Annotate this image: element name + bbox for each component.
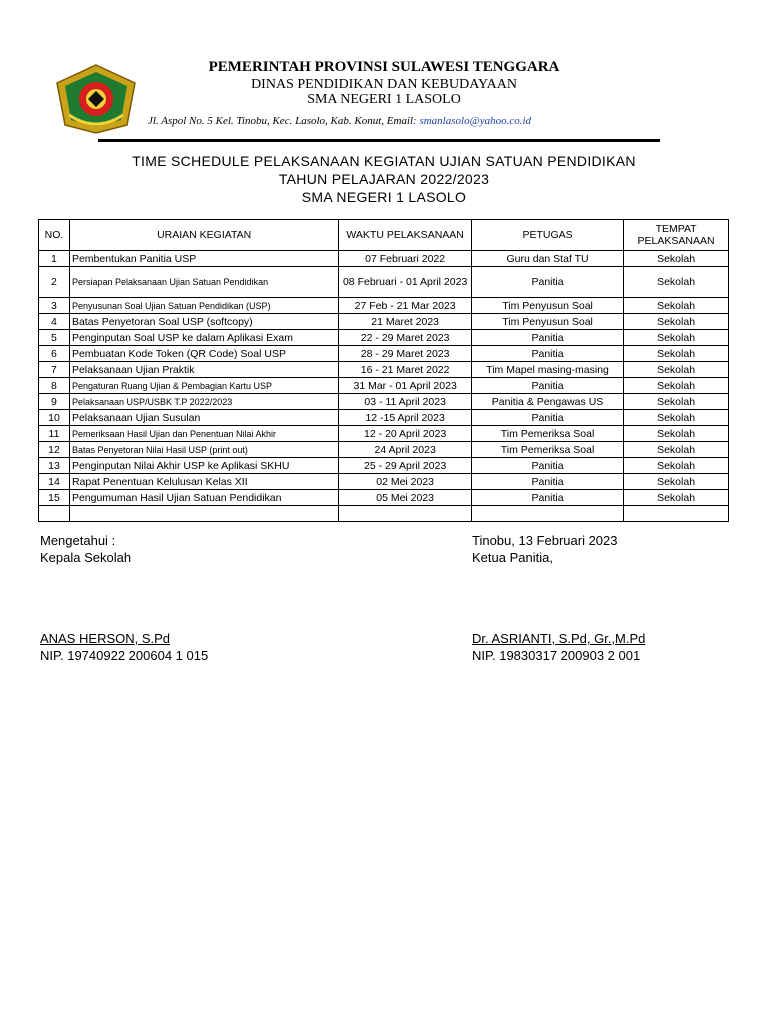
letterhead-school: SMA NEGERI 1 LASOLO <box>307 92 461 107</box>
cell-activity: Pembuatan Kode Token (QR Code) Soal USP <box>69 346 338 362</box>
cell-officer: Panitia <box>471 346 623 362</box>
cell-place: Sekolah <box>624 330 729 346</box>
cell-no: 2 <box>39 267 70 298</box>
cell-activity: Pemeriksaan Hasil Ujian dan Penentuan Nilai Akhir <box>69 426 338 442</box>
cell-time: 21 Maret 2023 <box>339 314 472 330</box>
cell-empty <box>339 506 472 522</box>
cell-time: 16 - 21 Maret 2022 <box>339 362 472 378</box>
cell-place: Sekolah <box>624 251 729 267</box>
table-row <box>39 442 729 458</box>
cell-no: 7 <box>39 362 70 378</box>
cell-place: Sekolah <box>624 442 729 458</box>
cell-time: 25 - 29 April 2023 <box>339 458 472 474</box>
table-row <box>39 346 729 362</box>
table-row <box>39 298 729 314</box>
address-text: Jl. Aspol No. 5 Kel. Tinobu, Kec. Lasolo, Kab. Konut, Email <box>148 115 414 127</box>
cell-no: 14 <box>39 474 70 490</box>
cell-time: 12 - 20 April 2023 <box>339 426 472 442</box>
schedule-table <box>38 219 729 522</box>
signature-left-name: ANAS HERSON, S.Pd <box>40 631 171 646</box>
cell-officer: Panitia <box>471 378 623 394</box>
header-no: NO. <box>39 220 70 251</box>
cell-empty <box>471 506 623 522</box>
academic-year: TAHUN PELAJARAN 2022/2023 <box>278 171 490 187</box>
cell-officer: Panitia <box>471 410 623 426</box>
cell-activity: Penyusunan Soal Ujian Satuan Pendidikan (USP) <box>69 298 338 314</box>
letterhead-government: PEMERINTAH PROVINSI SULAWESI TENGGARA <box>208 59 560 75</box>
cell-place: Sekolah <box>624 474 729 490</box>
cell-activity: Pelaksanaan Ujian Susulan <box>69 410 338 426</box>
table-row <box>39 362 729 378</box>
table-row <box>39 394 729 410</box>
cell-activity: Penginputan Nilai Akhir USP ke Aplikasi SKHU <box>69 458 338 474</box>
cell-place: Sekolah <box>624 362 729 378</box>
table-row <box>39 426 729 442</box>
cell-empty <box>624 506 729 522</box>
cell-time: 03 - 11 April 2023 <box>339 394 472 410</box>
cell-officer: Panitia & Pengawas US <box>471 394 623 410</box>
cell-place: Sekolah <box>624 378 729 394</box>
cell-no: 12 <box>39 442 70 458</box>
header-activity: URAIAN KEGIATAN <box>69 220 338 251</box>
cell-officer: Tim Penyusun Soal <box>471 298 623 314</box>
cell-no: 6 <box>39 346 70 362</box>
cell-time: 27 Feb - 21 Mar 2023 <box>339 298 472 314</box>
header-officer: PETUGAS <box>471 220 623 251</box>
cell-no: 11 <box>39 426 70 442</box>
cell-empty <box>69 506 338 522</box>
cell-place: Sekolah <box>624 490 729 506</box>
cell-place: Sekolah <box>624 426 729 442</box>
cell-time: 05 Mei 2023 <box>339 490 472 506</box>
cell-time: 08 Februari - 01 April 2023 <box>339 267 472 298</box>
cell-place: Sekolah <box>624 346 729 362</box>
table-row <box>39 458 729 474</box>
signature-right-name: Dr. ASRIANTI, S.Pd, Gr.,M.Pd <box>472 631 646 646</box>
table-row-empty <box>39 506 729 522</box>
cell-officer: Panitia <box>471 458 623 474</box>
cell-officer: Guru dan Staf TU <box>471 251 623 267</box>
cell-no: 4 <box>39 314 70 330</box>
cell-time: 28 - 29 Maret 2023 <box>339 346 472 362</box>
letterhead <box>0 55 768 145</box>
cell-officer: Panitia <box>471 474 623 490</box>
letterhead-department: DINAS PENDIDIKAN DAN KEBUDAYAAN <box>251 77 517 92</box>
cell-time: 24 April 2023 <box>339 442 472 458</box>
signature-right-date: Tinobu, 13 Februari 2023 <box>472 533 618 548</box>
table-row <box>39 330 729 346</box>
table-row <box>39 314 729 330</box>
cell-place: Sekolah <box>624 267 729 298</box>
table-row <box>39 410 729 426</box>
cell-time: 07 Februari 2022 <box>339 251 472 267</box>
signature-left-acknowledged: Mengetahui : <box>40 533 116 548</box>
cell-activity: Batas Penyetoran Nilai Hasil USP (print out) <box>69 442 338 458</box>
cell-activity: Pembentukan Panitia USP <box>69 251 338 267</box>
letterhead-address <box>148 115 531 127</box>
signature-right-nip: NIP. 19830317 200903 2 001 <box>472 648 641 663</box>
cell-activity: Batas Penyetoran Soal USP (softcopy) <box>69 314 338 330</box>
cell-no: 9 <box>39 394 70 410</box>
table-row <box>39 378 729 394</box>
table-row <box>39 251 729 267</box>
cell-officer: Panitia <box>471 330 623 346</box>
table-header-row <box>39 220 729 251</box>
cell-no: 8 <box>39 378 70 394</box>
cell-activity: Pelaksanaan USP/USBK T.P 2022/2023 <box>69 394 338 410</box>
email-link[interactable]: : smanlasolo@yahoo.co.id <box>413 115 532 127</box>
cell-time: 22 - 29 Maret 2023 <box>339 330 472 346</box>
cell-no: 10 <box>39 410 70 426</box>
cell-no: 5 <box>39 330 70 346</box>
letterhead-divider <box>98 139 660 142</box>
cell-place: Sekolah <box>624 298 729 314</box>
cell-officer: Tim Pemeriksa Soal <box>471 442 623 458</box>
cell-no: 1 <box>39 251 70 267</box>
table-row <box>39 490 729 506</box>
cell-activity: Pengumuman Hasil Ujian Satuan Pendidikan <box>69 490 338 506</box>
cell-activity: Pengaturan Ruang Ujian & Pembagian Kartu USP <box>69 378 338 394</box>
cell-officer: Tim Mapel masing-masing <box>471 362 623 378</box>
header-place: TEMPAT PELAKSANAAN <box>624 220 729 251</box>
cell-activity: Rapat Penentuan Kelulusan Kelas XII <box>69 474 338 490</box>
cell-activity: Pelaksanaan Ujian Praktik <box>69 362 338 378</box>
cell-officer: Panitia <box>471 267 623 298</box>
signature-left-nip: NIP. 19740922 200604 1 015 <box>40 648 209 663</box>
cell-officer: Tim Pemeriksa Soal <box>471 426 623 442</box>
cell-place: Sekolah <box>624 314 729 330</box>
signature-right-role: Ketua Panitia, <box>472 550 553 565</box>
cell-no: 3 <box>39 298 70 314</box>
cell-time: 31 Mar - 01 April 2023 <box>339 378 472 394</box>
cell-officer: Panitia <box>471 490 623 506</box>
cell-no: 13 <box>39 458 70 474</box>
school-name: SMA NEGERI 1 LASOLO <box>301 189 467 205</box>
cell-time: 02 Mei 2023 <box>339 474 472 490</box>
cell-empty <box>39 506 70 522</box>
document-title: TIME SCHEDULE PELAKSANAAN KEGIATAN UJIAN SATUAN PENDIDIKAN <box>132 153 636 169</box>
table-row <box>39 474 729 490</box>
cell-place: Sekolah <box>624 394 729 410</box>
cell-no: 15 <box>39 490 70 506</box>
cell-activity: Penginputan Soal USP ke dalam Aplikasi Exam <box>69 330 338 346</box>
signature-left-role: Kepala Sekolah <box>40 550 132 565</box>
cell-activity: Persiapan Pelaksanaan Ujian Satuan Pendidikan <box>69 267 338 298</box>
cell-time: 12 -15 April 2023 <box>339 410 472 426</box>
table-row <box>39 267 729 298</box>
cell-officer: Tim Penyusun Soal <box>471 314 623 330</box>
header-time: WAKTU PELAKSANAAN <box>339 220 472 251</box>
cell-place: Sekolah <box>624 410 729 426</box>
cell-place: Sekolah <box>624 458 729 474</box>
